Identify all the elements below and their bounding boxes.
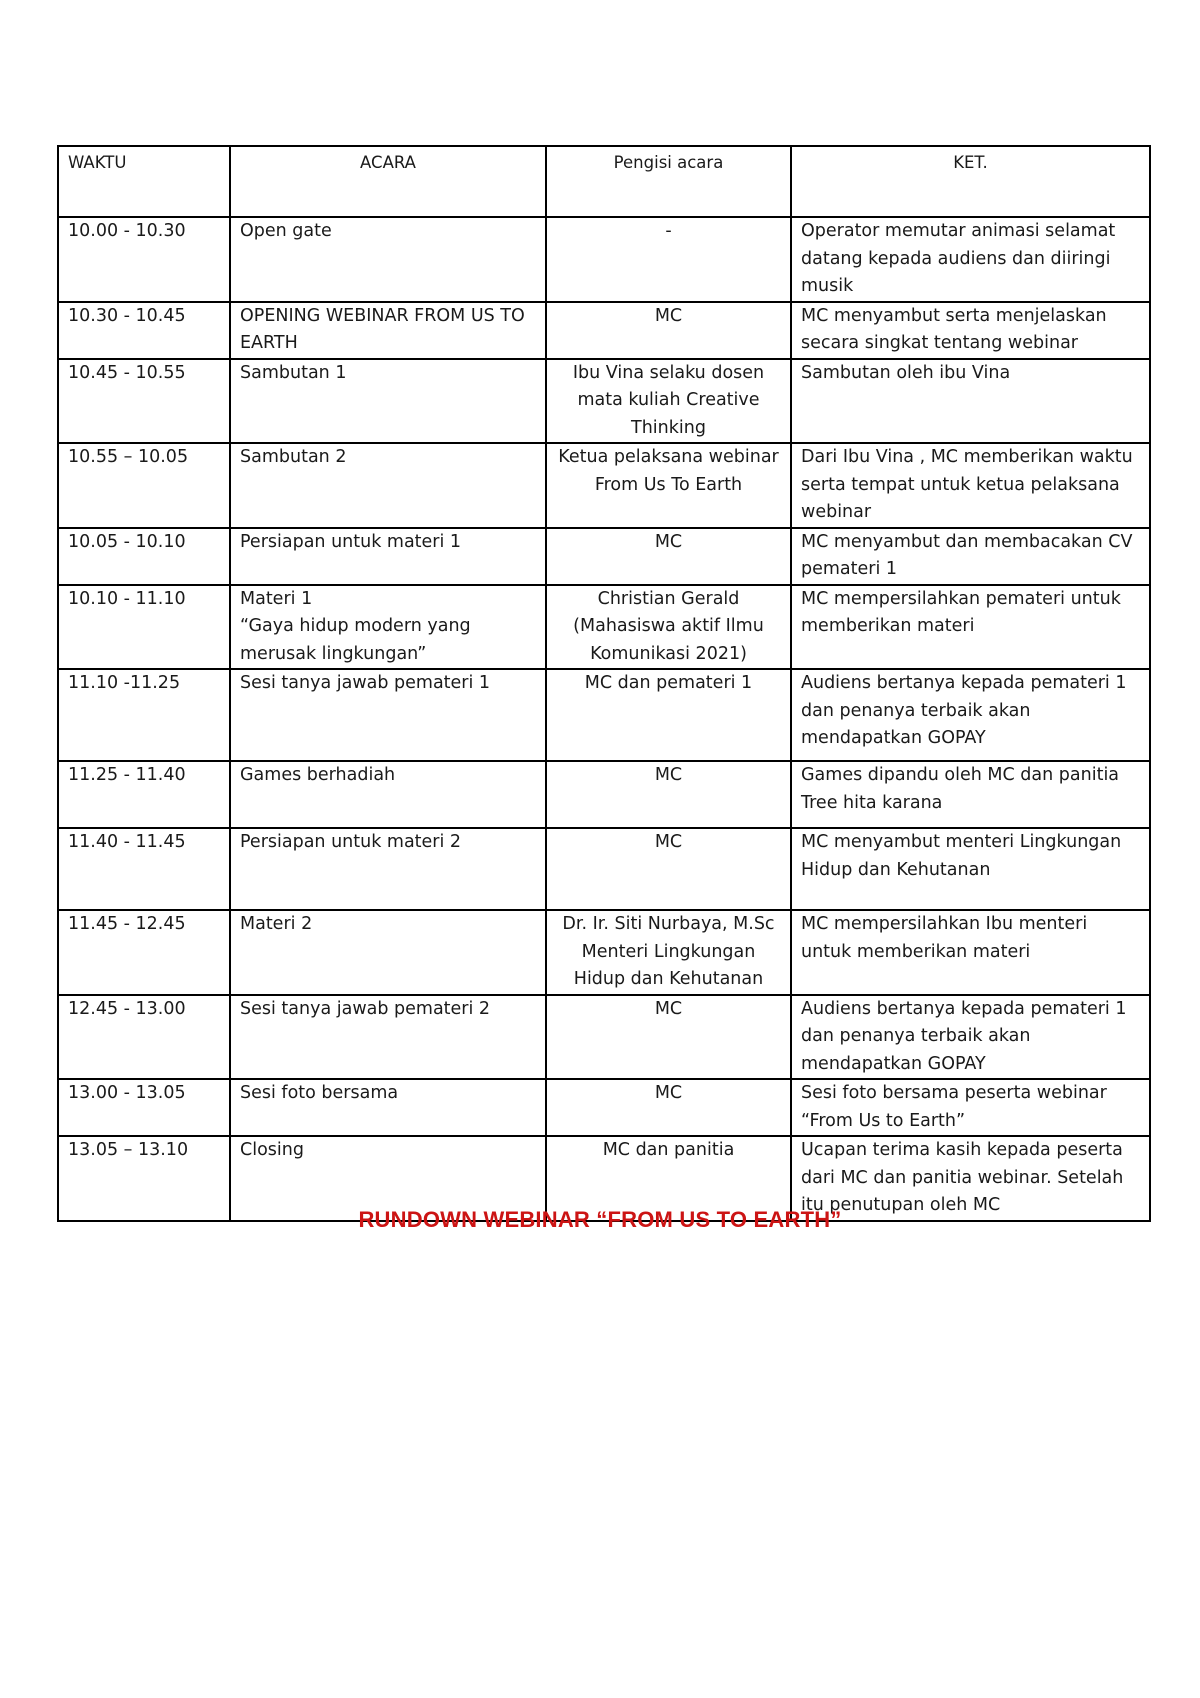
cell-acara: Sesi tanya jawab pemateri 2 xyxy=(230,995,546,1080)
cell-acara: OPENING WEBINAR FROM US TO EARTH xyxy=(230,302,546,359)
cell-acara: Open gate xyxy=(230,217,546,302)
cell-pengisi-acara: MC xyxy=(546,302,791,359)
table-row xyxy=(58,761,1150,828)
cell-pengisi-acara: MC dan pemateri 1 xyxy=(546,669,791,761)
cell-acara: Games berhadiah xyxy=(230,761,546,828)
table-row xyxy=(58,669,1150,761)
cell-pengisi-acara: Ibu Vina selaku dosen mata kuliah Creative Thinking xyxy=(546,359,791,444)
cell-acara: Sambutan 1 xyxy=(230,359,546,444)
cell-ket: Ucapan terima kasih kepada peserta dari MC dan panitia webinar. Setelah itu penutupan oleh MC xyxy=(791,1136,1150,1221)
table-row xyxy=(58,443,1150,528)
cell-ket: MC menyambut serta menjelaskan secara singkat tentang webinar xyxy=(791,302,1150,359)
cell-ket: Games dipandu oleh MC dan panitia Tree hita karana xyxy=(791,761,1150,828)
cell-acara: Sesi foto bersama xyxy=(230,1079,546,1136)
cell-ket: Audiens bertanya kepada pemateri 1 dan penanya terbaik akan mendapatkan GOPAY xyxy=(791,669,1150,761)
table-row xyxy=(58,828,1150,910)
cell-pengisi-acara: - xyxy=(546,217,791,302)
cell-acara: Sambutan 2 xyxy=(230,443,546,528)
cell-acara: Materi 1 “Gaya hidup modern yang merusak lingkungan” xyxy=(230,585,546,670)
cell-acara: Materi 2 xyxy=(230,910,546,995)
cell-waktu: 13.05 – 13.10 xyxy=(58,1136,230,1221)
table-row xyxy=(58,1079,1150,1136)
cell-waktu: 11.25 - 11.40 xyxy=(58,761,230,828)
cell-pengisi-acara: Christian Gerald (Mahasiswa aktif Ilmu Komunikasi 2021) xyxy=(546,585,791,670)
cell-acara: Sesi tanya jawab pemateri 1 xyxy=(230,669,546,761)
cell-waktu: 10.30 - 10.45 xyxy=(58,302,230,359)
cell-acara: Closing xyxy=(230,1136,546,1221)
cell-ket: MC mempersilahkan Ibu menteri untuk memberikan materi xyxy=(791,910,1150,995)
rundown-table xyxy=(57,145,1151,1222)
cell-waktu: 10.55 – 10.05 xyxy=(58,443,230,528)
document-title: RUNDOWN WEBINAR “FROM US TO EARTH” xyxy=(358,1207,842,1232)
cell-ket: Sambutan oleh ibu Vina xyxy=(791,359,1150,444)
table-row xyxy=(58,302,1150,359)
cell-pengisi-acara: MC xyxy=(546,761,791,828)
cell-ket: MC menyambut dan membacakan CV pemateri 1 xyxy=(791,528,1150,585)
header-waktu: WAKTU xyxy=(58,146,230,217)
cell-pengisi-acara: Dr. Ir. Siti Nurbaya, M.Sc Menteri Lingkungan Hidup dan Kehutanan xyxy=(546,910,791,995)
table-row xyxy=(58,585,1150,670)
cell-ket: Dari Ibu Vina , MC memberikan waktu serta tempat untuk ketua pelaksana webinar xyxy=(791,443,1150,528)
table-row xyxy=(58,528,1150,585)
header-ket: KET. xyxy=(791,146,1150,217)
header-pengisi-acara: Pengisi acara xyxy=(546,146,791,217)
table-header-row xyxy=(58,146,1150,217)
table-row xyxy=(58,359,1150,444)
cell-waktu: 10.00 - 10.30 xyxy=(58,217,230,302)
table-row xyxy=(58,910,1150,995)
cell-pengisi-acara: MC xyxy=(546,1079,791,1136)
cell-ket: MC mempersilahkan pemateri untuk memberikan materi xyxy=(791,585,1150,670)
cell-ket: Sesi foto bersama peserta webinar “From Us to Earth” xyxy=(791,1079,1150,1136)
cell-ket: Audiens bertanya kepada pemateri 1 dan penanya terbaik akan mendapatkan GOPAY xyxy=(791,995,1150,1080)
cell-ket: Operator memutar animasi selamat datang kepada audiens dan diiringi musik xyxy=(791,217,1150,302)
cell-waktu: 11.10 -11.25 xyxy=(58,669,230,761)
cell-pengisi-acara: Ketua pelaksana webinar From Us To Earth xyxy=(546,443,791,528)
cell-pengisi-acara: MC xyxy=(546,528,791,585)
header-acara: ACARA xyxy=(230,146,546,217)
cell-waktu: 11.45 - 12.45 xyxy=(58,910,230,995)
table-row xyxy=(58,217,1150,302)
cell-pengisi-acara: MC xyxy=(546,828,791,910)
cell-waktu: 10.45 - 10.55 xyxy=(58,359,230,444)
cell-pengisi-acara: MC xyxy=(546,995,791,1080)
cell-waktu: 11.40 - 11.45 xyxy=(58,828,230,910)
table-body xyxy=(58,217,1150,1221)
cell-acara: Persiapan untuk materi 2 xyxy=(230,828,546,910)
cell-waktu: 12.45 - 13.00 xyxy=(58,995,230,1080)
cell-waktu: 10.10 - 11.10 xyxy=(58,585,230,670)
cell-acara: Persiapan untuk materi 1 xyxy=(230,528,546,585)
cell-waktu: 13.00 - 13.05 xyxy=(58,1079,230,1136)
table-row xyxy=(58,995,1150,1080)
cell-ket: MC menyambut menteri Lingkungan Hidup dan Kehutanan xyxy=(791,828,1150,910)
cell-waktu: 10.05 - 10.10 xyxy=(58,528,230,585)
cell-pengisi-acara: MC dan panitia xyxy=(546,1136,791,1221)
